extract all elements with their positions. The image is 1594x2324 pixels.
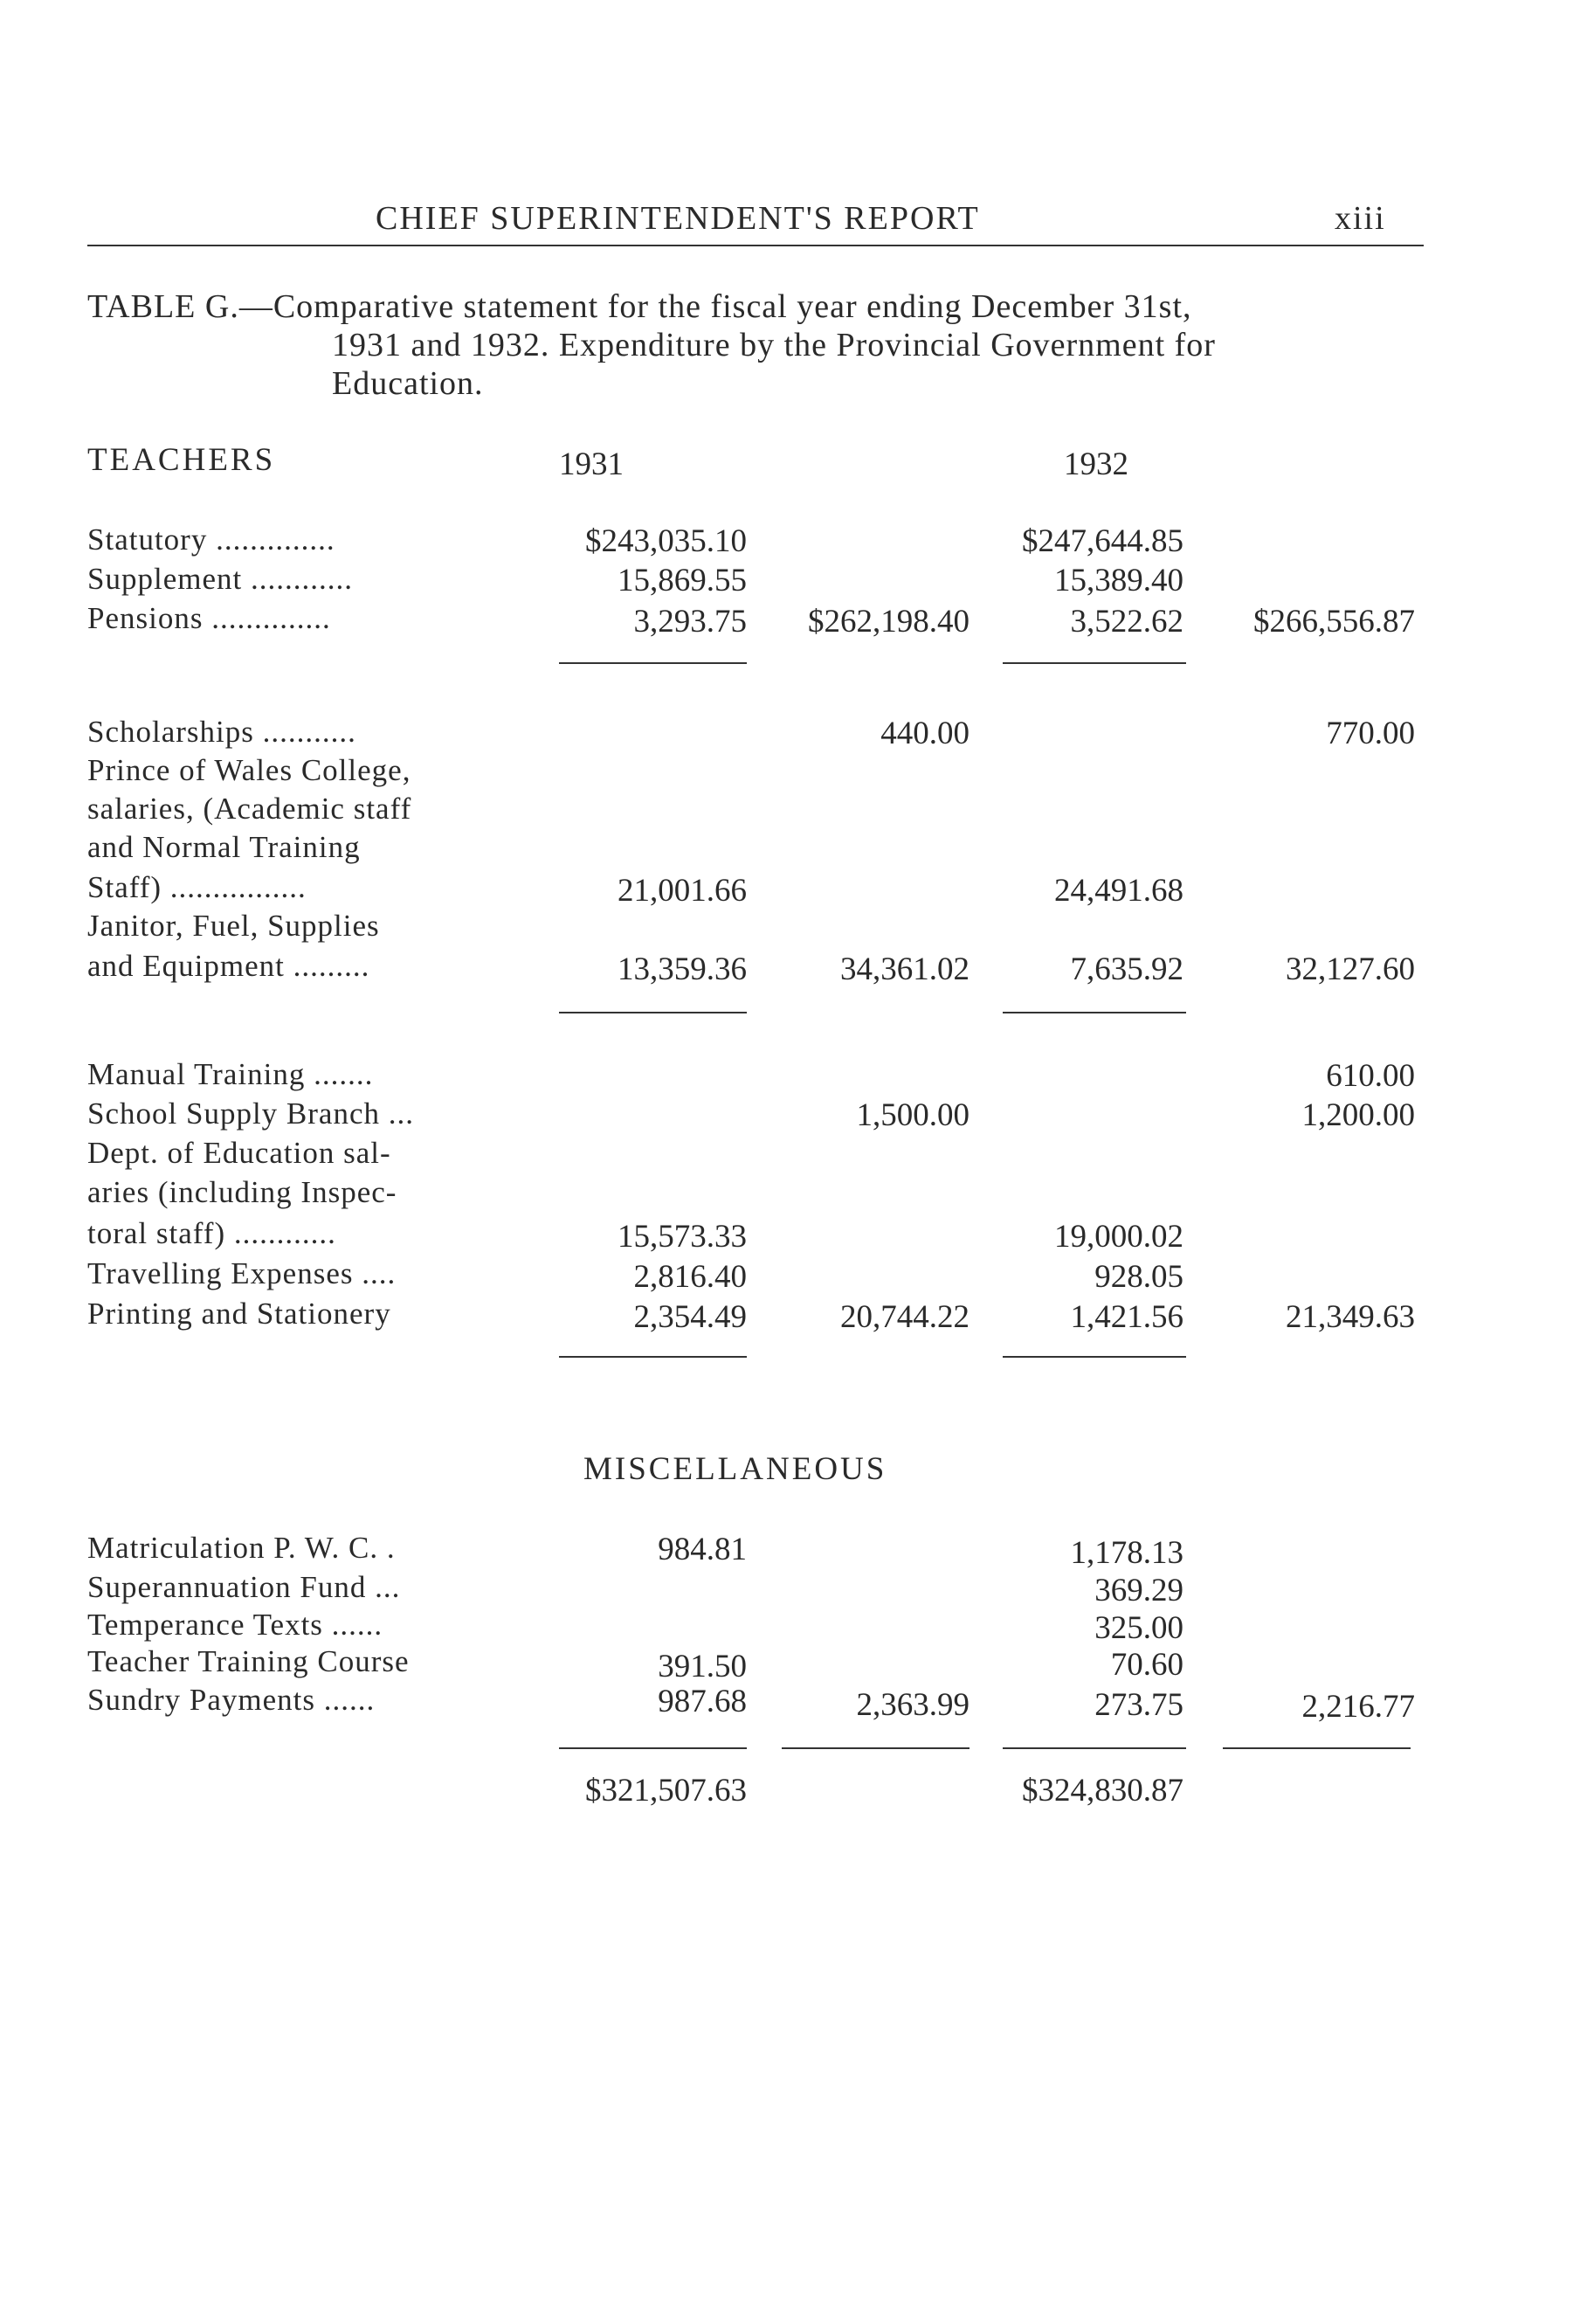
cell-misc-total-1932: 2,216.77 bbox=[1301, 1689, 1415, 1725]
cell-college-total-1931: 34,361.02 bbox=[840, 951, 970, 987]
cell-statutory-1931: $243,035.10 bbox=[585, 523, 747, 559]
row-label-dept-line3: toral staff) ............ bbox=[87, 1216, 336, 1250]
cell-teachers-total-1931: $262,198.40 bbox=[808, 604, 970, 640]
row-label-pwc-line3: and Normal Training bbox=[87, 830, 361, 864]
section-label-teachers: TEACHERS bbox=[87, 442, 276, 478]
total-rule-col2 bbox=[782, 1747, 970, 1749]
row-label-statutory: Statutory .............. bbox=[87, 522, 335, 557]
cell-college-total-1932: 32,127.60 bbox=[1286, 951, 1415, 987]
row-label-teacher-training: Teacher Training Course bbox=[87, 1644, 410, 1678]
grand-total-1931: $321,507.63 bbox=[585, 1773, 747, 1809]
cell-statutory-1932: $247,644.85 bbox=[1022, 523, 1183, 559]
cell-scholarships-1932: 770.00 bbox=[1326, 716, 1415, 751]
row-label-sundry: Sundry Payments ...... bbox=[87, 1683, 376, 1717]
cell-janitor-1932: 7,635.92 bbox=[1070, 951, 1183, 987]
cell-dept-total-1932: 21,349.63 bbox=[1286, 1299, 1415, 1335]
cell-travelling-1932: 928.05 bbox=[1094, 1259, 1183, 1295]
total-rule-col4 bbox=[1223, 1747, 1411, 1749]
total-rule-col1 bbox=[559, 1747, 747, 1749]
subtotal-rule-1931-a bbox=[559, 662, 747, 664]
row-label-janitor-line2: and Equipment ......... bbox=[87, 949, 370, 983]
row-label-pwc-line2: salaries, (Academic staff bbox=[87, 792, 412, 826]
table-caption-line2: 1931 and 1932. Expenditure by the Provincial Government for bbox=[332, 327, 1216, 363]
cell-misc-total-1931: 2,363.99 bbox=[856, 1687, 970, 1723]
row-label-dept-line1: Dept. of Education sal- bbox=[87, 1136, 391, 1170]
row-label-pwc-line1: Prince of Wales College, bbox=[87, 753, 411, 787]
subtotal-rule-1932-a bbox=[1003, 662, 1186, 664]
row-label-dept-line2: aries (including Inspec- bbox=[87, 1175, 397, 1209]
row-label-school-supply: School Supply Branch ... bbox=[87, 1096, 414, 1131]
section-heading-miscellaneous: MISCELLANEOUS bbox=[583, 1451, 887, 1487]
row-label-supplement: Supplement ............ bbox=[87, 562, 353, 596]
cell-printing-1932: 1,421.56 bbox=[1070, 1299, 1183, 1335]
table-caption-line1: TABLE G.—Comparative statement for the fiscal year ending December 31st, bbox=[87, 288, 1192, 325]
cell-supplement-1932: 15,389.40 bbox=[1054, 563, 1183, 598]
cell-sundry-1932: 273.75 bbox=[1094, 1687, 1183, 1723]
table-caption-line3: Education. bbox=[332, 365, 484, 402]
cell-school-supply-1931: 1,500.00 bbox=[856, 1097, 970, 1133]
cell-printing-1931: 2,354.49 bbox=[633, 1299, 747, 1335]
row-label-manual-training: Manual Training ....... bbox=[87, 1057, 374, 1091]
row-label-temperance: Temperance Texts ...... bbox=[87, 1608, 383, 1642]
row-label-superannuation: Superannuation Fund ... bbox=[87, 1570, 401, 1604]
subtotal-rule-1932-c bbox=[1003, 1356, 1186, 1358]
cell-travelling-1931: 2,816.40 bbox=[633, 1259, 747, 1295]
subtotal-rule-1931-b bbox=[559, 1012, 747, 1013]
total-rule-col3 bbox=[1003, 1747, 1186, 1749]
cell-teachers-total-1932: $266,556.87 bbox=[1253, 604, 1415, 640]
cell-sundry-1931: 987.68 bbox=[658, 1684, 747, 1719]
subtotal-rule-1931-c bbox=[559, 1356, 747, 1358]
cell-pwc-1931: 21,001.66 bbox=[618, 873, 747, 909]
row-label-scholarships: Scholarships ........... bbox=[87, 715, 356, 749]
cell-superannuation-1932: 369.29 bbox=[1094, 1573, 1183, 1608]
grand-total-1932: $324,830.87 bbox=[1022, 1773, 1183, 1809]
cell-teacher-training-1931: 391.50 bbox=[658, 1649, 747, 1684]
cell-dept-total-1931: 20,744.22 bbox=[840, 1299, 970, 1335]
cell-janitor-1931: 13,359.36 bbox=[618, 951, 747, 987]
cell-school-supply-1932: 1,200.00 bbox=[1301, 1097, 1415, 1133]
cell-supplement-1931: 15,869.55 bbox=[618, 563, 747, 598]
running-header-title: CHIEF SUPERINTENDENT'S REPORT bbox=[376, 200, 980, 237]
column-header-1931: 1931 bbox=[559, 446, 624, 482]
cell-manual-training-1932: 610.00 bbox=[1326, 1058, 1415, 1094]
column-header-1932: 1932 bbox=[1064, 446, 1128, 482]
cell-pwc-1932: 24,491.68 bbox=[1054, 873, 1183, 909]
cell-scholarships-1931: 440.00 bbox=[880, 716, 970, 751]
row-label-travelling: Travelling Expenses .... bbox=[87, 1256, 397, 1290]
row-label-matriculation: Matriculation P. W. C. . bbox=[87, 1531, 396, 1565]
cell-dept-1932: 19,000.02 bbox=[1054, 1219, 1183, 1255]
page-number: xiii bbox=[1335, 200, 1386, 237]
row-label-pensions: Pensions .............. bbox=[87, 601, 331, 635]
row-label-pwc-line4: Staff) ................ bbox=[87, 870, 307, 904]
cell-teacher-training-1932: 70.60 bbox=[1110, 1647, 1183, 1683]
cell-dept-1931: 15,573.33 bbox=[618, 1219, 747, 1255]
cell-pensions-1931: 3,293.75 bbox=[633, 604, 747, 640]
cell-temperance-1932: 325.00 bbox=[1094, 1610, 1183, 1646]
header-rule bbox=[87, 245, 1424, 246]
cell-matriculation-1932: 1,178.13 bbox=[1070, 1535, 1183, 1571]
cell-pensions-1932: 3,522.62 bbox=[1070, 604, 1183, 640]
row-label-janitor-line1: Janitor, Fuel, Supplies bbox=[87, 909, 380, 943]
subtotal-rule-1932-b bbox=[1003, 1012, 1186, 1013]
cell-matriculation-1931: 984.81 bbox=[658, 1532, 747, 1567]
row-label-printing: Printing and Stationery bbox=[87, 1297, 391, 1331]
